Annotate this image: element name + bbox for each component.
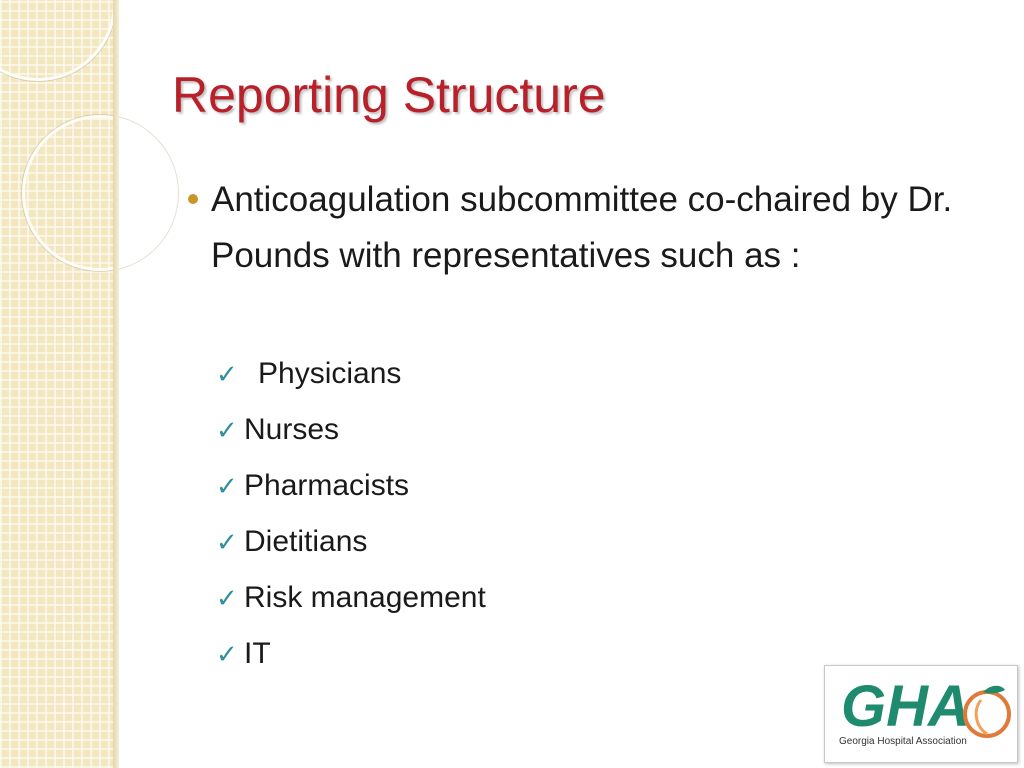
main-bullet-text: Anticoagulation subcommittee co-chaired by Dr. Pounds with representatives such as : xyxy=(211,180,953,275)
decorative-side-strip xyxy=(0,0,113,768)
list-item-label: Risk management xyxy=(244,581,486,614)
list-item-label: Dietitians xyxy=(244,525,368,558)
decorative-ring xyxy=(22,115,178,271)
list-item-label: IT xyxy=(244,637,271,670)
list-item xyxy=(216,346,486,402)
check-icon: ✓ xyxy=(216,470,238,501)
main-bullet xyxy=(188,172,988,284)
representatives-list xyxy=(216,346,486,682)
list-item-label: Pharmacists xyxy=(244,469,410,502)
slide-title: Reporting Structure xyxy=(172,67,606,123)
check-icon: ✓ xyxy=(216,526,238,557)
list-item xyxy=(216,570,486,626)
gha-logo-mark xyxy=(833,670,1013,742)
check-icon: ✓ xyxy=(216,582,238,613)
peach-icon xyxy=(965,686,1009,736)
list-item xyxy=(216,514,486,570)
gha-logo xyxy=(824,665,1018,763)
list-item-label: Physicians xyxy=(258,357,402,390)
check-icon: ✓ xyxy=(216,358,238,389)
logo-wordmark: GHA xyxy=(841,674,970,739)
strip-edge xyxy=(113,0,119,768)
check-icon: ✓ xyxy=(216,638,238,669)
list-item-label: Nurses xyxy=(244,413,340,446)
list-item xyxy=(216,458,486,514)
list-item xyxy=(216,626,486,682)
list-item xyxy=(216,402,486,458)
bullet-dot-icon xyxy=(188,194,198,204)
logo-caption: Georgia Hospital Association xyxy=(839,736,967,747)
check-icon: ✓ xyxy=(216,414,238,445)
decorative-ring xyxy=(0,0,116,81)
